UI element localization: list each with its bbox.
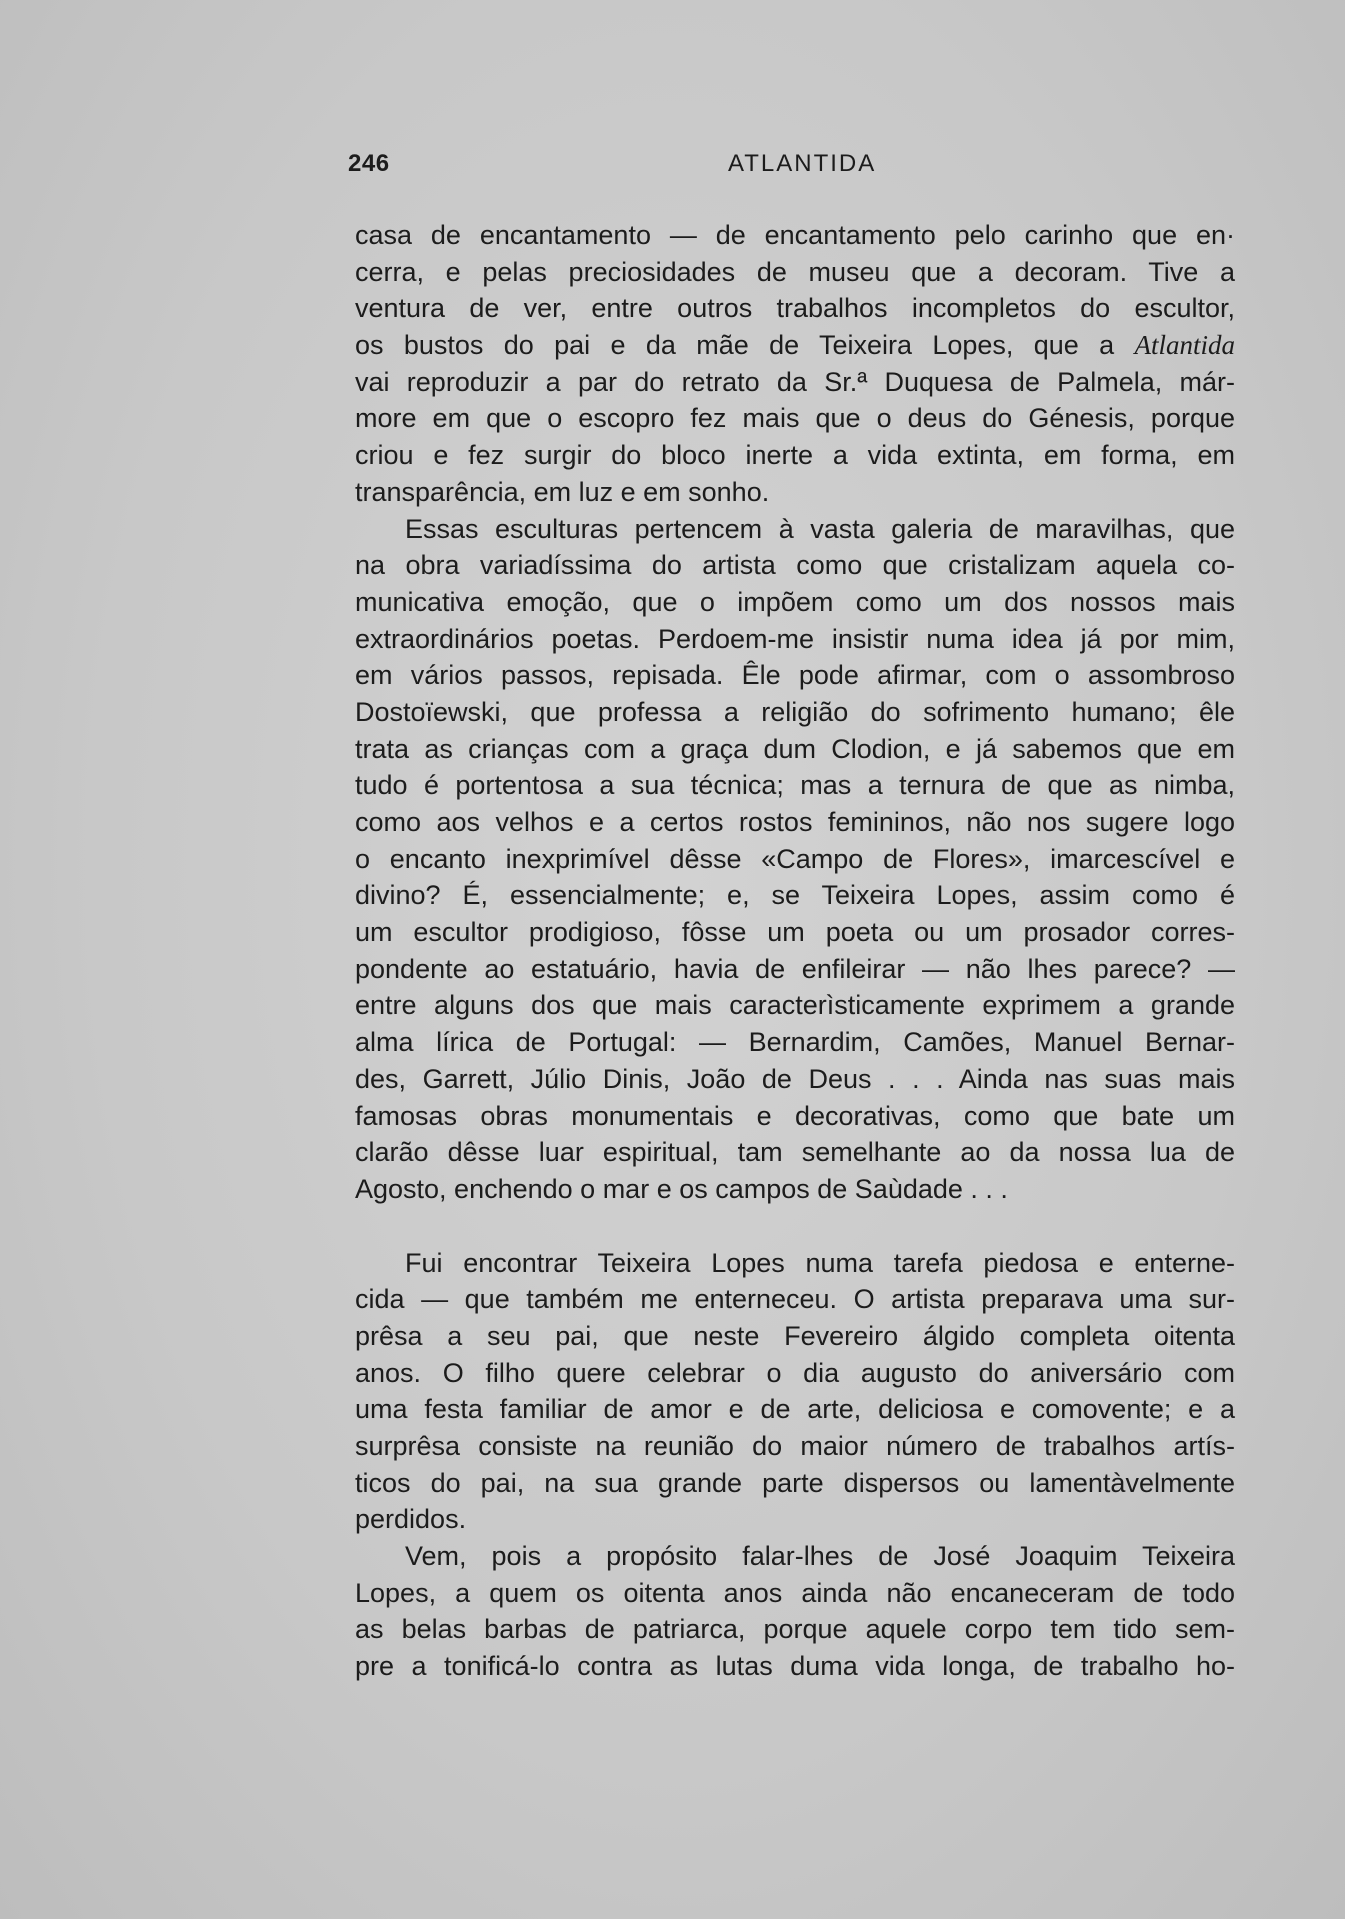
text-line: surprêsa consiste na reunião do maior número de trabalhos artís-	[355, 1431, 1235, 1461]
text-line: ventura de ver, entre outros trabalhos incompletos do escultor,	[355, 293, 1235, 324]
text-line: cida — que também me enterneceu. O artista preparava uma sur-	[355, 1284, 1235, 1315]
text-line: Fui encontrar Teixeira Lopes numa tarefa piedosa e enterne-	[405, 1247, 1235, 1278]
text-fragment: os bustos do pai e da mãe de Teixeira Lopes, que a	[355, 330, 1115, 361]
journal-title: ATLANTIDA	[728, 150, 877, 177]
text-line: Agosto, enchendo o mar e os campos de Saùdade . . .	[355, 1173, 1008, 1204]
page-number: 246	[348, 150, 390, 177]
text-line: anos. O filho quere celebrar o dia augusto do aniversário com	[355, 1357, 1235, 1388]
text-line: Dostoïewski, que professa a religião do sofrimento humano; êle	[355, 696, 1235, 727]
text-line: des, Garrett, Júlio Dinis, João de Deus . . . Ainda nas suas mais	[355, 1063, 1235, 1094]
text-line: prêsa a seu pai, que neste Fevereiro álgido completa oitenta	[355, 1320, 1235, 1351]
text-line: alma lírica de Portugal: — Bernardim, Camões, Manuel Bernar-	[355, 1027, 1235, 1058]
text-line: na obra variadíssima do artista como que cristalizam aquela co-	[355, 550, 1235, 581]
text-line	[355, 327, 1235, 364]
text-line: como aos velhos e a certos rostos femininos, não nos sugere logo	[355, 807, 1235, 837]
text-line: extraordinários poetas. Perdoem-me insistir numa idea já por mim,	[355, 623, 1235, 654]
text-line: criou e fez surgir do bloco inerte a vida extinta, em forma, em	[355, 440, 1235, 471]
text-line: ticos do pai, na sua grande parte dispersos ou lamentàvelmente	[355, 1467, 1235, 1498]
text-line: uma festa familiar de amor e de arte, deliciosa e comovente; e a	[355, 1394, 1235, 1425]
text-line: clarão dêsse luar espiritual, tam semelhante ao da nossa lua de	[355, 1137, 1235, 1168]
text-line: vai reproduzir a par do retrato da Sr.ª Duquesa de Palmela, már-	[355, 366, 1235, 397]
text-line: municativa emoção, que o impõem como um dos nossos mais	[355, 586, 1235, 617]
text-line: entre alguns dos que mais caracterìsticamente exprimem a grande	[355, 990, 1235, 1021]
text-line: more em que o escopro fez mais que o deus do Génesis, porque	[355, 403, 1235, 434]
text-line: um escultor prodigioso, fôsse um poeta ou um prosador corres-	[355, 917, 1235, 948]
text-line: famosas obras monumentais e decorativas, como que bate um	[355, 1100, 1235, 1131]
text-line: em vários passos, repisada. Êle pode afirmar, com o assombroso	[355, 660, 1235, 691]
text-line: cerra, e pelas preciosidades de museu que a decoram. Tive a	[355, 256, 1235, 287]
text-line: as belas barbas de patriarca, porque aquele corpo tem tido sem-	[355, 1614, 1235, 1645]
text-line: pre a tonificá-lo contra as lutas duma vida longa, de trabalho ho-	[355, 1651, 1235, 1682]
running-head	[348, 150, 978, 190]
body-text	[355, 217, 1235, 1685]
text-line: casa de encantamento — de encantamento pelo carinho que en·	[355, 220, 1235, 250]
text-line: divino? É, essencialmente; e, se Teixeira Lopes, assim como é	[355, 880, 1235, 911]
text-line: Vem, pois a propósito falar-lhes de José Joaquim Teixeira	[405, 1541, 1235, 1572]
text-line: trata as crianças com a graça dum Clodion, e já sabemos que em	[355, 733, 1235, 764]
journal-name-italic: Atlantida	[1134, 330, 1235, 361]
text-line: transparência, em luz e em sonho.	[355, 476, 770, 507]
text-line: o encanto inexprimível dêsse «Campo de Flores», imarcescível e	[355, 843, 1235, 874]
text-line: perdidos.	[355, 1504, 467, 1535]
paragraph-gap	[355, 1208, 1235, 1245]
text-line: pondente ao estatuário, havia de enfileirar — não lhes parece? —	[355, 953, 1235, 984]
text-line: Essas esculturas pertencem à vasta galeria de maravilhas, que	[405, 513, 1235, 544]
text-line: Lopes, a quem os oitenta anos ainda não encaneceram de todo	[355, 1577, 1235, 1608]
text-line: tudo é portentosa a sua técnica; mas a ternura de que as nimba,	[355, 770, 1235, 801]
